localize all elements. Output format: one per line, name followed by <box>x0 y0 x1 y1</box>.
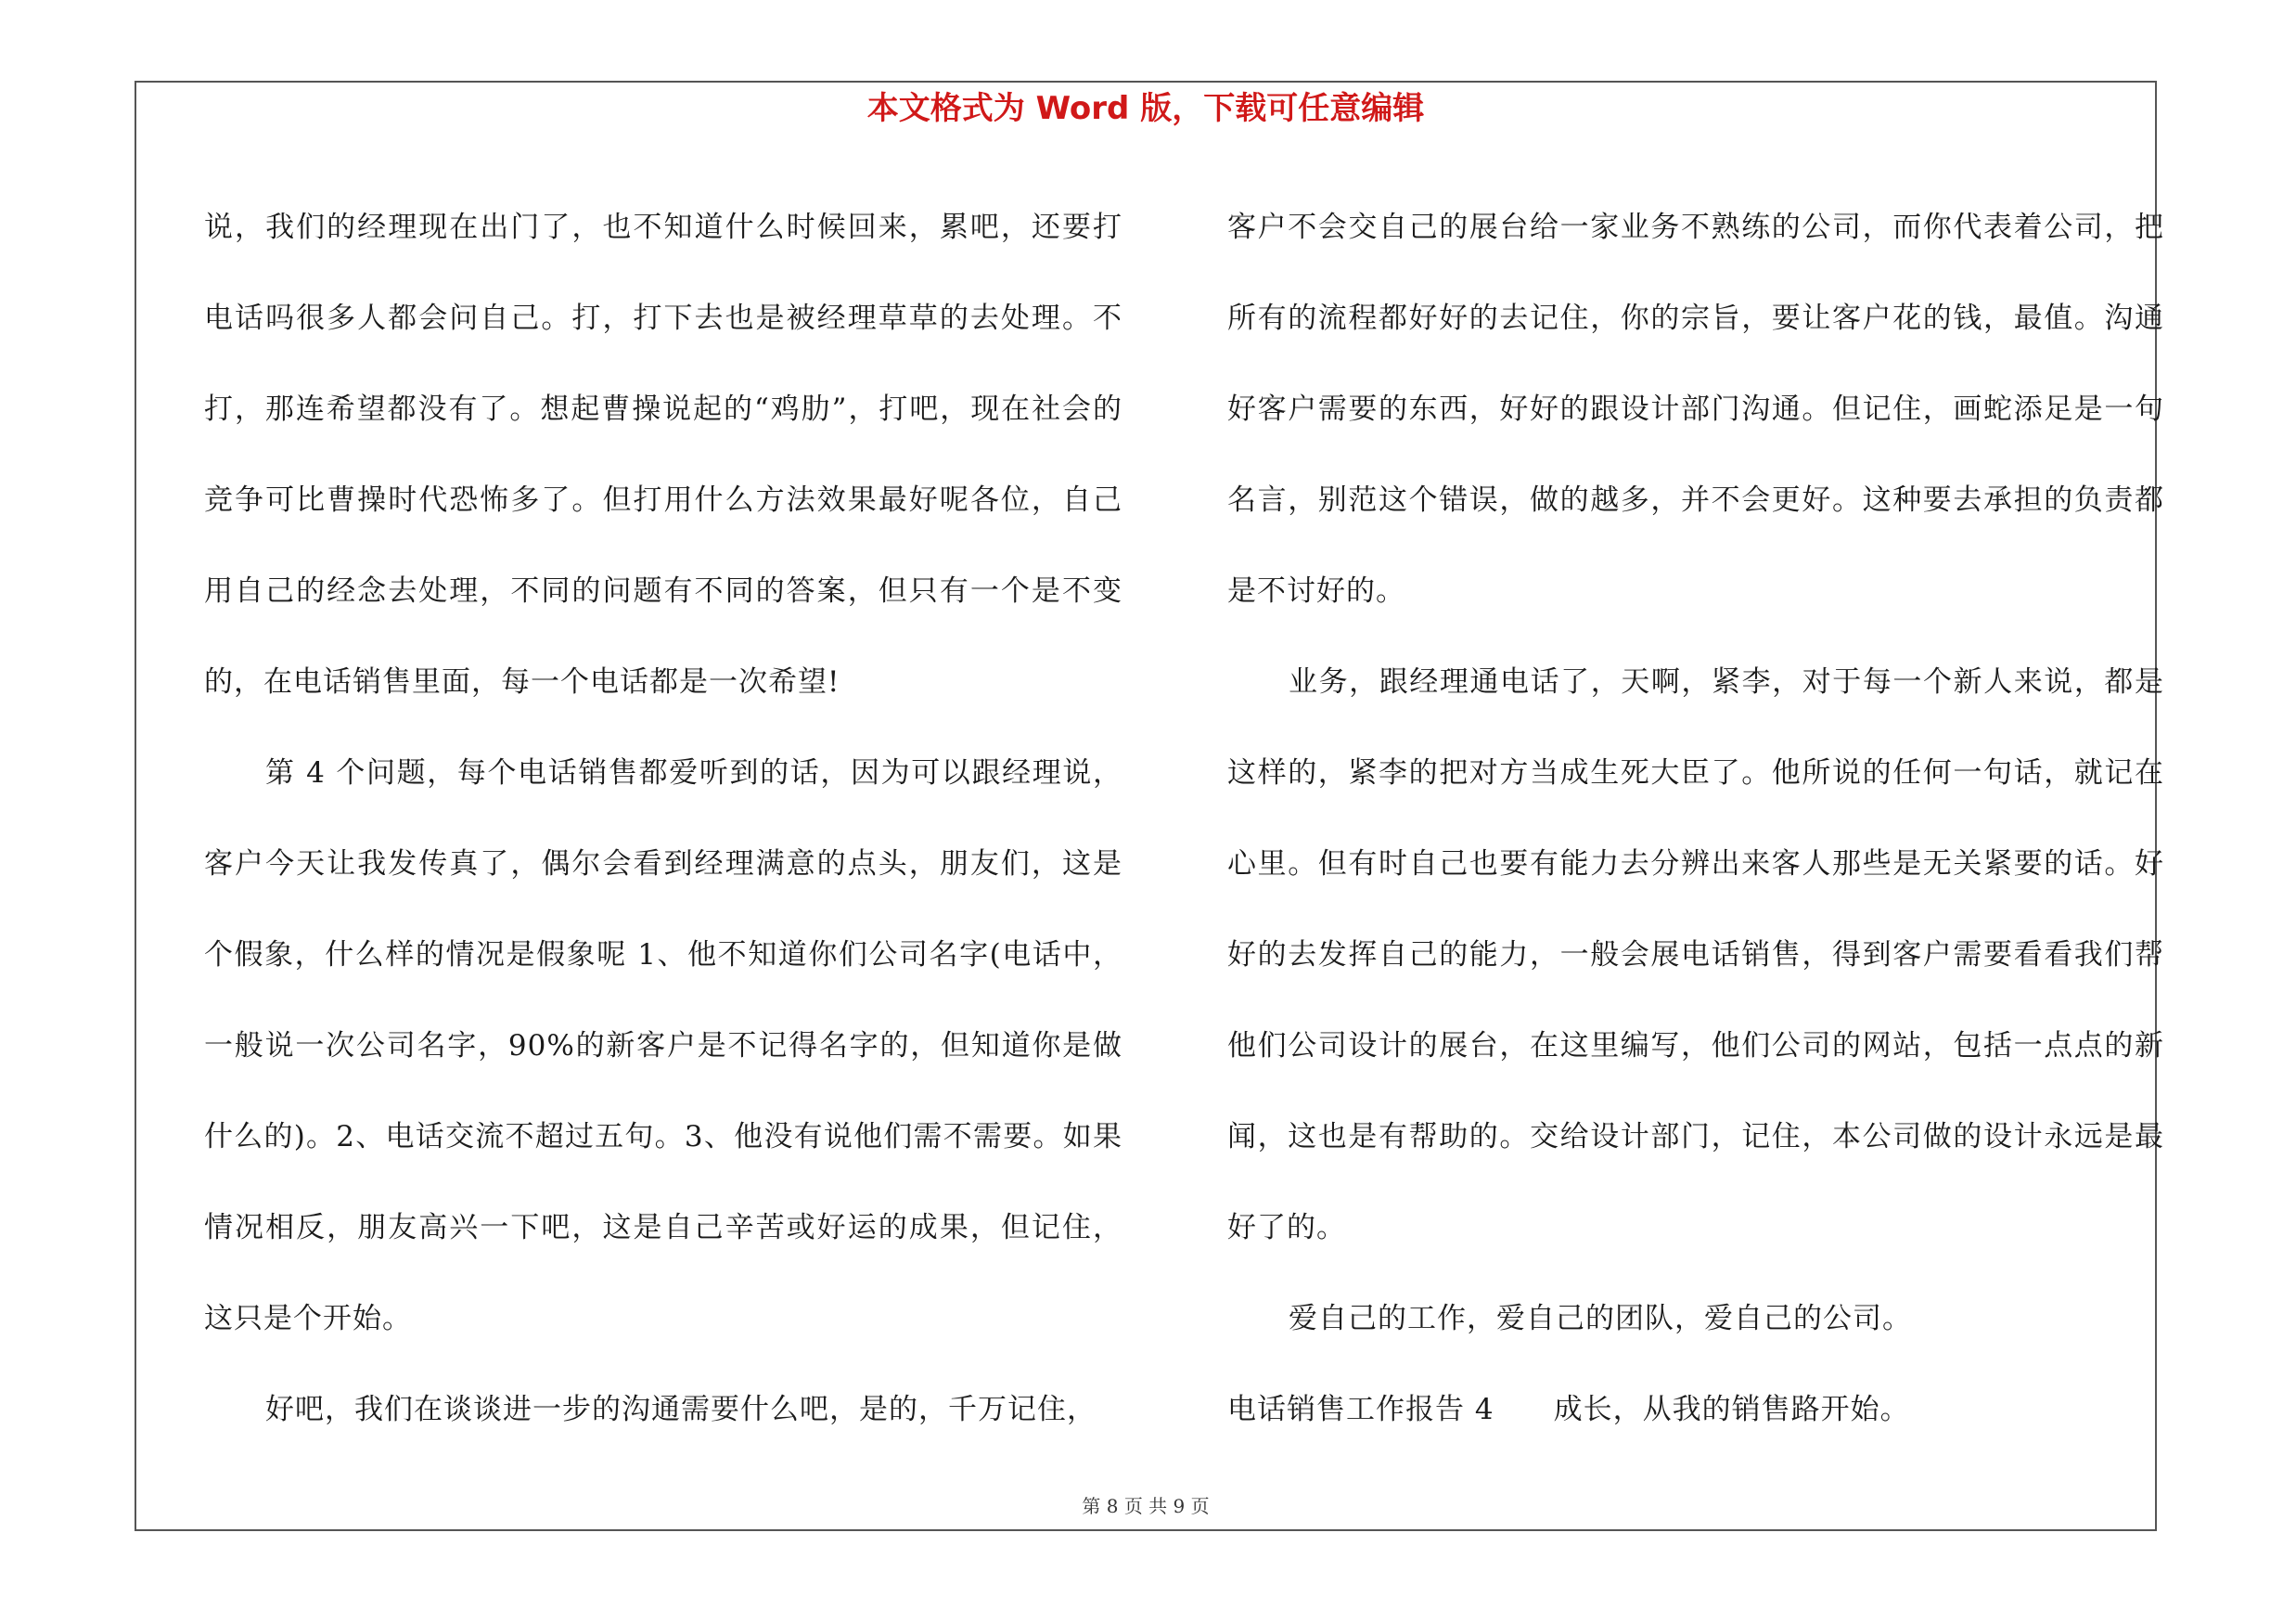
paragraph: 爱自己的工作，爱自己的团队，爱自己的公司。 <box>1289 1302 1912 1335</box>
paragraph: 说，我们的经理现在出门了，也不知道什么时候回来，累吧，还要打电话吗很多人都会问自己。打，打下去也是被经理草草的去处理。不打，那连希望都没有了。想起曹操说起的“鸡肋”，打吧，现在社会的竞争可比曹操时代恐怖多了。但打用什么方法效果最好呢各位，自己用自己的经念去处理，不同的问题有不同的答案，但只有一个是不变的，在电话销售里面，每一个电话都是一次希望! <box>204 211 1122 699</box>
left-text-column <box>204 182 1122 1455</box>
paragraph: 第 4 个问题，每个电话销售都爱听到的话，因为可以跟经理说，客户今天让我发传真了，偶尔会看到经理满意的点头，朋友们，这是个假象，什么样的情况是假象呢 1、他不知道你们公司名字(电话中，一般说一次公司名字，90%的新客户是不记得名字的，但知道你是做什么的)。2、电话交流不超过五句。3、他没有说他们需不需要。如果情况相反，朋友高兴一下吧，这是自己辛苦或好运的成果，但记住，这只是个开始。 <box>204 756 1122 1335</box>
page-number-footer: 第 8 页 共 9 页 <box>1082 1495 1210 1517</box>
section-heading-text: 电话销售工作报告 4 成长，从我的销售路开始。 <box>1227 1393 1910 1426</box>
paragraph: 业务，跟经理通电话了，天啊，紧李，对于每一个新人来说，都是这样的，紧李的把对方当成生死大臣了。他所说的任何一句话，就记在心里。但有时自己也要有能力去分辨出来客人那些是无关紧要的话。好好的去发挥自己的能力，一般会展电话销售，得到客户需要看看我们帮他们公司设计的展台，在这里编写，他们公司的网站，包括一点点的新闻，这也是有帮助的。交给设计部门，记住，本公司做的设计永远是最好了的。 <box>1227 665 2164 1244</box>
word-format-banner: 本文格式为 Word 版，下载可任意编辑 <box>866 90 1425 127</box>
paragraph: 好吧，我们在谈谈进一步的沟通需要什么吧，是的，千万记住， <box>265 1393 1097 1426</box>
paragraph: 客户不会交自己的展台给一家业务不熟练的公司，而你代表着公司，把所有的流程都好好的去记住，你的宗旨，要让客户花的钱，最值。沟通好客户需要的东西，好好的跟设计部门沟通。但记住，画蛇添足是一句名言，别范这个错误，做的越多，并不会更好。这种要去承担的负责都是不讨好的。 <box>1227 211 2164 608</box>
right-text-column <box>1227 182 2164 1455</box>
section-heading <box>1227 1364 2164 1455</box>
